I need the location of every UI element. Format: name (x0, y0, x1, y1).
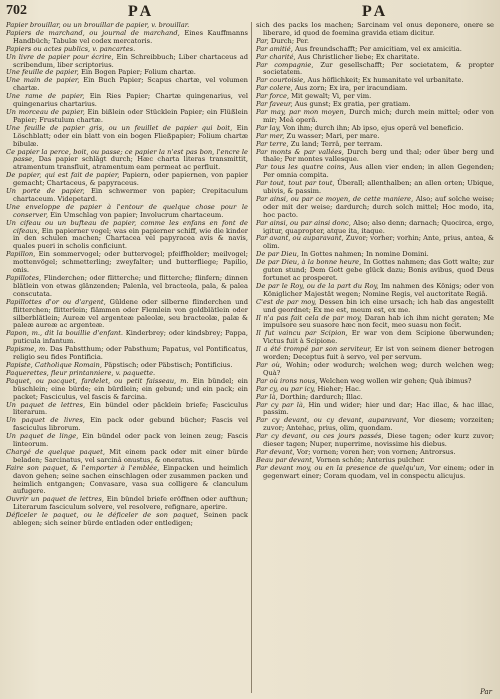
translation-text: Päpstisch; oder Päbstisch; Pontificius. (104, 360, 233, 369)
french-headword: Un paquet de lettres, (6, 400, 86, 409)
translation-text: Ein Buch Papier; Scapus chartæ, vel volumen chartæ. (13, 76, 248, 93)
dictionary-entry (256, 149, 494, 165)
dictionary-entry (6, 433, 248, 449)
translation-text: Ein Bogen Papier; Folium chartæ. (81, 68, 196, 77)
translation-text: Aus gunst; Ex gratia, per gratiam. (294, 100, 411, 109)
translation-text: Vor einem; oder in gegenwart einer; Coram quodam, vel in conspectu alicujus. (263, 463, 494, 480)
translation-text: Güldene oder silberne flinderchen und flitterchen; flitterlein; flämmen oder Flemlein von goldblätlein oder silberblätlein; Aureæ vel argenteæ paleolæ, seu bracteolæ, palæ & paleæ aureæ ac argenteæ. (13, 297, 248, 330)
translation-text: Ein bündel briefe eröffnen oder aufthun; Literarum fasciculum solvere, vel resolvere, refignare, aperire. (13, 495, 248, 512)
translation-text: Ein bündel; ein büschlein; eine bürde; ein bürdlein; ein gebund; und ein pack; ein packet; Fasciculus, vel fascis & farcina. (13, 376, 248, 401)
translation-text: Ein Ries Papier; Chartæ quingenarius, vel quingenarius chartarius. (13, 92, 248, 109)
french-headword: Par colere, (256, 84, 293, 93)
translation-text: Zuvor; vorher; vorhin; Ante, prius, antea, & olim. (263, 234, 494, 251)
dictionary-entry (6, 378, 248, 402)
dictionary-entry (256, 465, 494, 481)
french-headword: Par may, par mon moyen, (256, 107, 346, 116)
translation-text: Seinen pack ablegen; sich seiner bürde entladen oder entledigen; (13, 511, 248, 528)
dictionary-entry (6, 204, 248, 220)
dictionary-entry (6, 188, 248, 204)
left-column (6, 22, 248, 695)
french-headword: Un porte de papier, (6, 187, 85, 196)
translation-text: Papiern, oder papiernen, von papier gemacht; Chartaceus, & papyraceus. (13, 171, 248, 188)
translation-text: Er war von dem Scipione überwunden; Victus fuit à Scipione. (263, 329, 494, 346)
dictionary-entry (256, 196, 494, 220)
translation-text: Überall; allenthalben; an allen orten; Ubique, ubivis, & passim. (263, 179, 494, 196)
dictionary-entry (6, 93, 248, 109)
dictionary-entry (6, 251, 248, 275)
french-headword: Paquet, ou pacquet, fardelet, ou petit faisseau, m. (6, 376, 189, 385)
translation-text: Also; also denn; darnach; Quocirca, ergo, igitur, quapropter, atque ita, itaque. (263, 218, 494, 235)
french-headword: Par ainsi, ou par ainsi donc, (256, 218, 351, 227)
french-headword: Chargé de quelque paquet, (6, 447, 105, 456)
dictionary-entry (256, 417, 494, 433)
translation-text: Diese tagen; oder kurz zuvor; dieser tagen; Nuper, nuperrime, novissime his diebus. (263, 432, 494, 449)
dictionary-entry (256, 259, 494, 283)
dictionary-entry (256, 109, 494, 125)
dictionary-entry (6, 77, 248, 93)
french-headword: De par Dieu, (256, 250, 299, 259)
translation-text: Flinderchen; oder flitterche; und flitterche; flinfern; dinnen blätlein von etwas glänzenden; Palenla, vel bracteola, pala, & palea conscutata. (13, 274, 248, 298)
dictionary-entry (256, 220, 494, 236)
translation-text: Ein bündel oder pack von leinen zeug; Fascis linteorum. (13, 432, 248, 449)
french-headword: Par tous les quatre coins, (256, 163, 347, 172)
translation-text: Er ist von seinem diener betrogen worden; Deceptus fuit à servo, vel per servum. (263, 345, 494, 362)
translation-text: Hin und wider; hier und dar; Hac illac, & hac illac, passim. (263, 400, 494, 417)
column-divider (251, 22, 252, 693)
translation-text: Dorthin; dardurch; Illac. (279, 392, 363, 401)
dictionary-entry (256, 180, 494, 196)
french-headword: De papier, qui est fait de papier, (6, 171, 120, 180)
translation-text: Ein papierner vogel; was ein papierner schiff, wie die kinder in den schulen machen; Chartacea vel papyracea avis & navis, quales pueri in scholis conficiunt. (13, 226, 248, 251)
page-number: 702 (6, 3, 27, 18)
french-headword: Par cy, ou par icy, (256, 384, 316, 393)
translation-text: Durch; Per. (270, 36, 309, 45)
dictionary-entry (6, 417, 248, 433)
translation-text: Zur gesellschafft; Per societatem, & propter societatem. (263, 60, 494, 77)
french-headword: Par devant moy, ou en la presence de quelqu'un, (256, 463, 427, 472)
dictionary-entry (256, 330, 494, 346)
french-headword: Un paquet de livres, (6, 416, 85, 425)
french-headword: Une feuille de papier, (6, 68, 79, 77)
translation-text: Von ihm; durch ihn; Ab ipso, ejus operâ vel beneficio. (282, 123, 464, 132)
french-headword: Par où irons nous, (256, 376, 318, 385)
french-headword: Il n'a pas fait cela de par moy, (256, 313, 362, 322)
french-headword: Par lay, (256, 123, 281, 132)
french-headword: Papiers de marchand, ou journal de marchand, (6, 28, 180, 37)
french-headword: Un livre de papier pour écrire, (6, 52, 114, 61)
french-headword: Par compagnie, (256, 60, 314, 69)
french-headword: Déficeler le paquet, ou le déficeler de son paquet, (6, 511, 199, 520)
translation-text: Das papier schlägt durch; Hæc charta literas transmittit, atramentum transfluit, atramentum eam permeat ac perfluit. (13, 155, 248, 172)
french-headword: Par où, (256, 360, 282, 369)
french-headword: Une enveloppe de papier à l'entour de quelque chose pour le conserver, (6, 202, 248, 219)
dictionary-entry (256, 362, 494, 378)
french-headword: Papon, m., dit la bouillie d'enfant. (6, 329, 124, 338)
french-headword: Par courtoisie, (256, 76, 306, 85)
french-headword: Par là, (256, 392, 278, 401)
french-headword: Par cy devant, ou cy devant, auparavant, (256, 416, 409, 425)
french-headword: Un morceau de papier, (6, 107, 85, 116)
left-column-heading: PA (128, 3, 155, 20)
dictionary-entry (6, 346, 248, 362)
dictionary-entry (6, 330, 248, 346)
translation-text: Durch berg und thal; oder über berg und thale; Per montes vallesque. (263, 147, 494, 164)
dictionary-entry (6, 54, 248, 70)
translation-text: Eines Kauffmanns Handbüch; Tabulæ vel codex mercatoris. (13, 28, 248, 45)
french-headword: Par mer, (256, 131, 285, 140)
french-headword: Une main de papier, (6, 76, 80, 85)
french-headword: De par le Roy, ou de la part du Roy, (256, 281, 379, 290)
right-column-heading: PA (362, 3, 389, 20)
translation-text: Durch mich; durch mein mittel; oder von mir; Meâ operâ. (263, 107, 494, 124)
translation-text: Im nahmen des Königs; oder von Königlicher Majestät wegen; Nomine Regis, vel auctoritate Regiâ. (263, 281, 494, 298)
french-headword: Par cy par là, (256, 400, 305, 409)
dictionary-entry (6, 125, 248, 149)
french-headword: Faire son paquet, & l'emporter à l'emblée, (6, 463, 160, 472)
translation-text: Daran hab ich ihm nicht geraten; Me impulsore seu suasore hæc non fecit, meo suasu non fecit. (263, 313, 494, 330)
french-headword: Il fut vaincu par Scipion, (256, 329, 348, 338)
translation-text: Hieher; Hac. (317, 384, 361, 393)
dictionary-entry (6, 449, 248, 465)
french-headword: De par Dieu, à la bonne heure, (256, 258, 362, 267)
french-headword: Papiers ou actes publics, v. pancartes. (6, 44, 136, 53)
french-headword: Par, (256, 36, 269, 45)
translation-text: Dessen bin ich eine ursach; ich hab das angestellt und geordnet; Ex me est, meum est, ex me. (263, 297, 494, 314)
dictionary-entry (256, 164, 494, 180)
dictionary-entry (256, 433, 494, 449)
translation-text: Ein Umschlag von papier; Involucrum chartaceum. (50, 210, 224, 219)
french-headword: Papiste, Catholique Romain, (6, 360, 102, 369)
dictionary-entry (6, 512, 248, 528)
french-headword: Par devant, (256, 447, 295, 456)
translation-text: Ein bißlein oder Stücklein Papier; ein Flüßlein Papier; Frustulum chartæ. (13, 107, 248, 124)
translation-text: Aus zorn; Ex ira, per iracundiam. (294, 84, 408, 93)
french-headword: Une feuille de papier gris, ou un feuillet de papier qui boit, (6, 123, 233, 132)
dictionary-entry (6, 109, 248, 125)
french-headword: Par faveur, (256, 100, 293, 109)
translation-text: Aus Christlicher liebe; Ex charitate. (297, 52, 420, 61)
french-headword: Papillotes, (6, 274, 42, 282)
french-headword: Ouvrir un paquet de lettres, (6, 495, 104, 504)
translation-text: Das Pabstthum; oder Pabsthum; Papatus, vel Pontificatus, religio seu fides Pontificia. (13, 345, 248, 362)
translation-text: Kinderbrey; oder kindsbrey; Pappa, puticula infantum. (13, 329, 248, 346)
translation-text: Aus freundschafft; Per amicitiam, vel ex amicitia. (295, 44, 462, 53)
translation-text: sich des packs los machen; Sarcinam vel onus deponere, onere se liberare, id quod de foemina gravida etiam dicitur. (256, 22, 494, 37)
french-headword: Paquerettes, fleur printanniere, v. paquette. (6, 368, 156, 377)
running-header (6, 3, 494, 23)
translation-text: Zu wasser; Mari, per mare. (286, 131, 380, 140)
dictionary-entry (6, 220, 248, 252)
translation-text: Ein schwermer von papier; Crepitaculum chartaceum. Videpetard. (13, 187, 248, 203)
translation-text: Aus allen vier enden; in allen Gegenden; Per omnia compita. (263, 163, 494, 180)
french-headword: Papillottes d'or ou d'argent, (6, 297, 106, 306)
dictionary-entry (6, 496, 248, 512)
french-headword: Par cy devant, ou ces jours passés, (256, 432, 384, 441)
translation-text: Mit gewalt; Vi, per vim. (291, 92, 372, 101)
translation-text: Ein bündel oder päcklein briefe; Fasciculus literarum. (13, 400, 248, 417)
french-headword: Papillon, (6, 250, 36, 259)
dictionary-entry (256, 62, 494, 78)
dictionary-entry (256, 235, 494, 251)
translation-text: In Gottes nahmen; das Gott walte; zur guten stund; Dem Gott gebe glück dazu; Bonis avibus, quod Deus fortunet ac prosperet. (263, 258, 494, 282)
translation-text: Welchen weg wollen wir gehen; Quà ibimus? (319, 376, 472, 385)
dictionary-entry (256, 22, 494, 38)
french-headword: Par ainsi, ou par ce moyen, de cette maniere, (256, 194, 414, 203)
translation-text: Ein pack oder gebund bücher; Fascis vel fasciculus librorum. (13, 416, 248, 433)
catchword: Par (480, 688, 492, 696)
dictionary-entry (6, 299, 248, 331)
french-headword: Beau par devant, (256, 455, 315, 464)
french-headword: Par charité, (256, 52, 296, 61)
french-headword: Par tout, tout par tout, (256, 179, 335, 188)
french-headword: Une rame de papier, (6, 92, 85, 101)
french-headword: Papisme, m. (6, 345, 48, 354)
french-headword: Ce papier la perce, boit, ou passe; ce papier la n'est pas bon, l'encre le passe, (6, 147, 248, 164)
french-headword: Par force, (256, 92, 290, 101)
french-headword: Par avant, ou auparavant, (256, 234, 344, 243)
french-headword: Par amitié, (256, 44, 293, 53)
dictionary-entry (256, 402, 494, 418)
french-headword: Un cifeau ou un bufteau de papier, comme les enfans en font de cifeaux, (6, 218, 248, 235)
translation-text: Vor; vornen; voren her; von vornen; Antrorsus. (296, 447, 456, 456)
translation-text: Zu land; Terrâ, per terram. (290, 139, 383, 148)
dictionary-entry (256, 315, 494, 331)
dictionary-entry (256, 283, 494, 299)
translation-text: In Gottes nahmen; In nomine Domini. (301, 250, 429, 259)
translation-text: Ein Löschblatt; oder ein blatt von ein bogen Fließpapier; Folium chartæ bibulæ. (13, 123, 248, 148)
translation-text: Ein sommervogel; oder buttervogel; pfeiffholder; meilvogel; mottenvögel; schmetterling; zweyfalter; und butterfliege; Papilio, onis. (13, 250, 248, 275)
translation-text: Mit einem pack oder mit einer bürde beladen; Sarcinatus, vel sarcinâ onustus, & oneratus. (13, 447, 248, 464)
dictionary-entry (256, 299, 494, 315)
translation-text: Ein Schreibbuch; Liber chartaceus ad scribendum, liber scriptorius. (13, 52, 248, 69)
french-headword: Il a été trompé par son serviteur, (256, 345, 372, 354)
dictionary-entry (6, 465, 248, 497)
dictionary-entry (256, 346, 494, 362)
dictionary-entry (6, 402, 248, 418)
translation-text: Wohin; oder wodurch; welchen weg; durch welchen weg; Quà? (263, 360, 494, 377)
translation-text: Vor diesem; vorzeiten; zuvor; Antehac, prius, olim, quondam. (263, 416, 494, 433)
dictionary-entry (6, 30, 248, 46)
right-column (256, 22, 494, 695)
dictionary-entry (6, 275, 248, 299)
french-headword: Par terre, (256, 139, 289, 148)
french-headword: Par monts & par vallées, (256, 147, 344, 156)
translation-text: Vornen schön; Anterius pulcher. (316, 455, 425, 464)
translation-text: Einpacken und heimlich davon gehen; seine sachen einschlagen oder zusammen packen und heimlich entgangen; Convasare, vasa sua colligere & clanculum aufugere. (13, 463, 248, 496)
dictionary-entry (6, 149, 248, 173)
translation-text: Aus höflichkeit; Ex humanitate vel urbanitate. (307, 76, 464, 85)
translation-text: Also; auf solche weise; oder mit der weise; dardurch; durch solch mittel; Hoc modo, ita, hoc pacto. (263, 194, 494, 219)
french-headword: Un paquet de linge, (6, 432, 79, 441)
dictionary-entry (6, 172, 248, 188)
french-headword: C'est de par moy, (256, 297, 317, 306)
french-headword: Papier brouillar, ou un brouillar de papier, v. brouillar. (6, 22, 190, 29)
